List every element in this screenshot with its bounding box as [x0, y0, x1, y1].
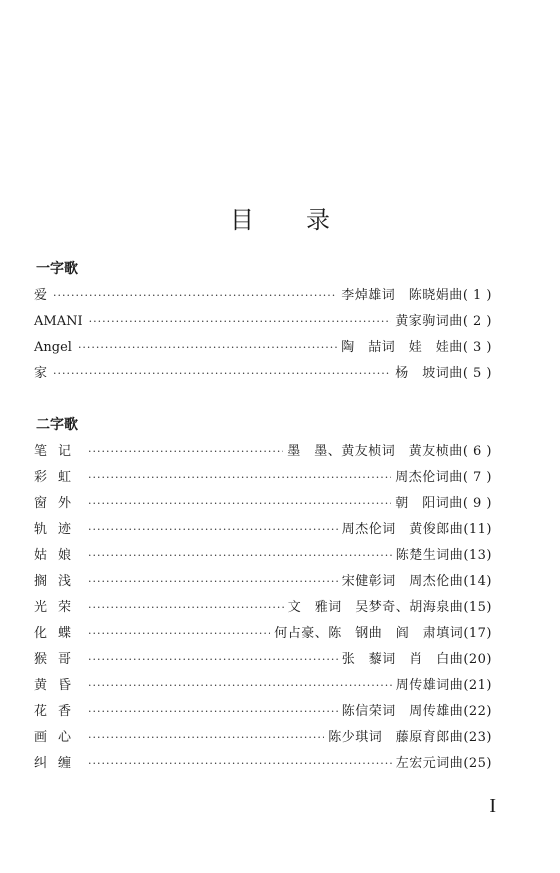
toc-entry-credits	[342, 700, 492, 719]
toc-entry[interactable]	[34, 726, 492, 752]
toc-entry-credits	[396, 544, 492, 563]
toc-entry-title: 猴哥	[34, 652, 83, 667]
toc-entry[interactable]	[34, 466, 492, 492]
toc-entry-title: 花香	[34, 704, 83, 719]
dot-leader	[88, 705, 338, 718]
page-number: I	[489, 795, 496, 817]
toc-entry-credits	[395, 466, 492, 485]
toc-entry-title: Angel	[34, 340, 72, 355]
toc-entry-credits-text: 陈少琪词 藤原育郎曲	[328, 730, 464, 745]
toc-entry-credits	[341, 284, 492, 303]
toc-entry[interactable]	[34, 648, 492, 674]
toc-entry-page: ( 9 )	[462, 496, 492, 511]
section-heading-one-char: 一字歌	[36, 261, 78, 277]
toc-entry-page: (22)	[463, 704, 492, 719]
dot-leader	[88, 627, 270, 640]
dot-leader	[53, 289, 337, 302]
toc-entry-title: 笔记	[34, 444, 83, 459]
toc-entry-title: 搁浅	[34, 574, 83, 589]
dot-leader	[88, 601, 284, 614]
toc-list-two-char	[34, 440, 492, 778]
toc-entry-credits	[395, 310, 492, 329]
toc-entry-title: 爱	[34, 288, 48, 303]
toc-entry-credits-text: 何占豪、陈 钢曲 阎 肃填词	[274, 626, 464, 641]
toc-entry-credits	[342, 570, 492, 589]
dot-leader	[88, 679, 392, 692]
dot-leader	[53, 367, 391, 380]
toc-entry-credits-text: 陈楚生词曲	[395, 548, 464, 563]
toc-entry[interactable]	[34, 336, 492, 362]
toc-entry-page: ( 2 )	[462, 314, 492, 329]
toc-entry[interactable]	[34, 622, 492, 648]
toc-entry[interactable]	[34, 310, 492, 336]
toc-entry[interactable]	[34, 596, 492, 622]
toc-entry-page: (13)	[463, 548, 492, 563]
page-title-right: 录	[306, 206, 330, 234]
toc-entry-credits-text: 李焯雄词 陈晓娟曲	[341, 288, 463, 303]
toc-entry-page: (20)	[463, 652, 492, 667]
toc-entry-credits	[288, 596, 492, 615]
toc-list-one-char	[34, 284, 492, 388]
dot-leader	[88, 757, 392, 770]
toc-entry[interactable]	[34, 544, 492, 570]
toc-entry[interactable]	[34, 700, 492, 726]
toc-entry-credits-text: 陶 喆词 娃 娃曲	[341, 340, 463, 355]
toc-entry-title: 窗外	[34, 496, 83, 511]
toc-entry-credits-text: 左宏元词曲	[395, 756, 464, 771]
toc-entry-title: 姑娘	[34, 548, 83, 563]
toc-entry-credits	[395, 362, 492, 381]
section-heading-two-char: 二字歌	[36, 417, 78, 433]
toc-entry[interactable]	[34, 362, 492, 388]
toc-entry-page: ( 1 )	[462, 288, 492, 303]
page-title	[0, 200, 560, 235]
toc-entry-credits-text: 文 雅词 吴梦奇、胡海泉曲	[287, 600, 464, 615]
toc-entry-credits	[396, 674, 492, 693]
toc-entry[interactable]	[34, 752, 492, 778]
toc-entry-credits-text: 陈信荣词 周传雄曲	[341, 704, 464, 719]
toc-entry[interactable]	[34, 492, 492, 518]
toc-entry-credits-text: 朝 阳词曲	[395, 496, 463, 511]
dot-leader	[88, 549, 392, 562]
dot-leader	[88, 731, 324, 744]
toc-entry-title: 黄昏	[34, 678, 83, 693]
toc-entry-title: 轨迹	[34, 522, 83, 537]
toc-entry[interactable]	[34, 284, 492, 310]
page-title-left: 目	[230, 206, 254, 234]
toc-entry-credits-text: 张 藜词 肖 白曲	[341, 652, 464, 667]
toc-entry[interactable]	[34, 570, 492, 596]
toc-entry-credits	[395, 492, 492, 511]
toc-entry-credits-text: 周杰伦词曲	[395, 470, 463, 485]
dot-leader	[88, 575, 338, 588]
toc-entry-title: 家	[34, 366, 48, 381]
toc-entry-page: (15)	[463, 600, 492, 615]
toc-entry-credits	[342, 648, 492, 667]
toc-entry-page: (14)	[463, 574, 492, 589]
toc-entry-page: ( 7 )	[462, 470, 492, 485]
dot-leader	[88, 497, 391, 510]
toc-entry-page: (17)	[463, 626, 492, 641]
toc-entry-credits	[396, 752, 492, 771]
toc-entry-title: 彩虹	[34, 470, 83, 485]
toc-entry-credits	[328, 726, 492, 745]
dot-leader	[88, 445, 283, 458]
dot-leader	[88, 523, 338, 536]
toc-entry-credits	[342, 518, 492, 537]
toc-entry-page: (21)	[463, 678, 492, 693]
toc-entry-page: ( 6 )	[462, 444, 492, 459]
toc-entry-credits-text: 黄家驹词曲	[395, 314, 463, 329]
toc-entry-title: 化蝶	[34, 626, 83, 641]
toc-entry-credits	[287, 440, 492, 459]
toc-entry-credits-text: 杨 坡词曲	[395, 366, 463, 381]
toc-entry-credits	[341, 336, 492, 355]
toc-entry-title: 光荣	[34, 600, 83, 615]
toc-entry-page: ( 3 )	[462, 340, 492, 355]
toc-entry[interactable]	[34, 518, 492, 544]
toc-entry-page: (25)	[463, 756, 492, 771]
dot-leader	[78, 341, 337, 354]
toc-entry-title: 画心	[34, 730, 83, 745]
toc-entry-credits-text: 宋健彰词 周杰伦曲	[341, 574, 464, 589]
toc-entry-page: ( 5 )	[462, 366, 492, 381]
toc-entry-credits-text: 周杰伦词 黄俊郎曲	[341, 522, 464, 537]
toc-entry-credits	[274, 622, 492, 641]
toc-entry-page: (23)	[463, 730, 492, 745]
dot-leader	[89, 315, 392, 328]
toc-entry-title: 纠缠	[34, 756, 83, 771]
toc-entry[interactable]	[34, 440, 492, 466]
toc-entry-title: AMANI	[34, 314, 83, 329]
toc-entry[interactable]	[34, 674, 492, 700]
toc-entry-credits-text: 墨 墨、黄友桢词 黄友桢曲	[287, 444, 463, 459]
toc-entry-credits-text: 周传雄词曲	[395, 678, 464, 693]
dot-leader	[88, 471, 391, 484]
toc-entry-page: (11)	[463, 522, 492, 537]
dot-leader	[88, 653, 338, 666]
